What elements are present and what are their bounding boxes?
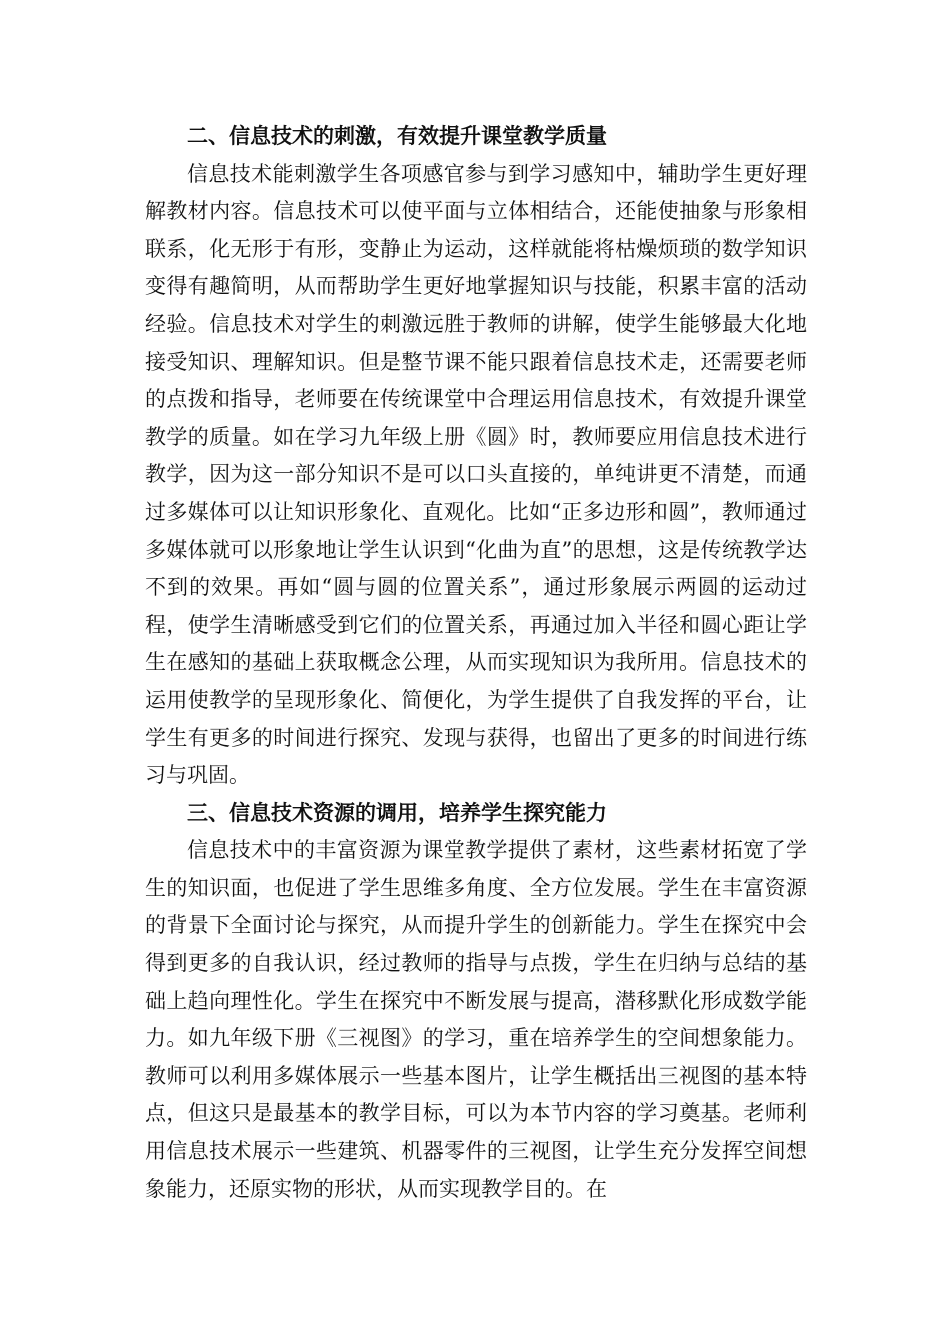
section-heading-2: 二、信息技术的刺激，有效提升课堂教学质量 bbox=[187, 124, 607, 148]
section-heading-3: 三、信息技术资源的调用，培养学生探究能力 bbox=[187, 800, 607, 825]
section-body-3: 信息技术中的丰富资源为课堂教学提供了素材，这些素材拓宽了学生的知识面，也促进了学生思维多角度、全方位发展。学生在丰富资源的背景下全面讨论与探究，从而提升学生的创新能力。学生在探究中会得到更多的自我认识，经过教师的指导与点拨，学生在归纳与总结的基础上趋向理性化。学生在探究中不断发展与提高，潜移默化形成数学能力。如九年级下册《三视图》的学习，重在培养学生的空间想象能力。教师可以利用多媒体展示一些基本图片，让学生概括出三视图的基本特点，但这只是最基本的教学目标，可以为本节内容的学习奠基。老师利用信息技术展示一些建筑、机器零件的三视图，让学生充分发挥空间想象能力，还原实物的形状，从而实现教学目的。在 bbox=[145, 838, 807, 1201]
section-body-2: 信息技术能刺激学生各项感官参与到学习感知中，辅助学生更好理解教材内容。信息技术可以使平面与立体相结合，还能使抽象与形象相联系，化无形于有形，变静止为运动，这样就能将枯燥烦琐的数学知识变得有趣简明，从而帮助学生更好地掌握知识与技能，积累丰富的活动经验。信息技术对学生的刺激远胜于教师的讲解，使学生能够最大化地接受知识、理解知识。但是整节课不能只跟着信息技术走，还需要老师的点拨和指导，老师要在传统课堂中合理运用信息技术，有效提升课堂教学的质量。如在学习九年级上册《圆》时，教师要应用信息技术进行教学，因为这一部分知识不是可以口头直接的，单纯讲更不清楚，而通过多媒体可以让知识形象化、直观化。比如“正多边形和圆”，教师通过多媒体就可以形象地让学生认识到“化曲为直”的思想，这是传统教学达不到的效果。再如“圆与圆的位置关系”，通过形象展示两圆的运动过程，使学生清晰感受到它们的位置关系，再通过加入半径和圆心距让学生在感知的基础上获取概念公理，从而实现知识为我所用。信息技术的运用使教学的呈现形象化、简便化，为学生提供了自我发挥的平台，让学生有更多的时间进行探究、发现与获得，也留出了更多的时间进行练习与巩固。 bbox=[145, 161, 807, 788]
document-page bbox=[145, 118, 807, 1208]
